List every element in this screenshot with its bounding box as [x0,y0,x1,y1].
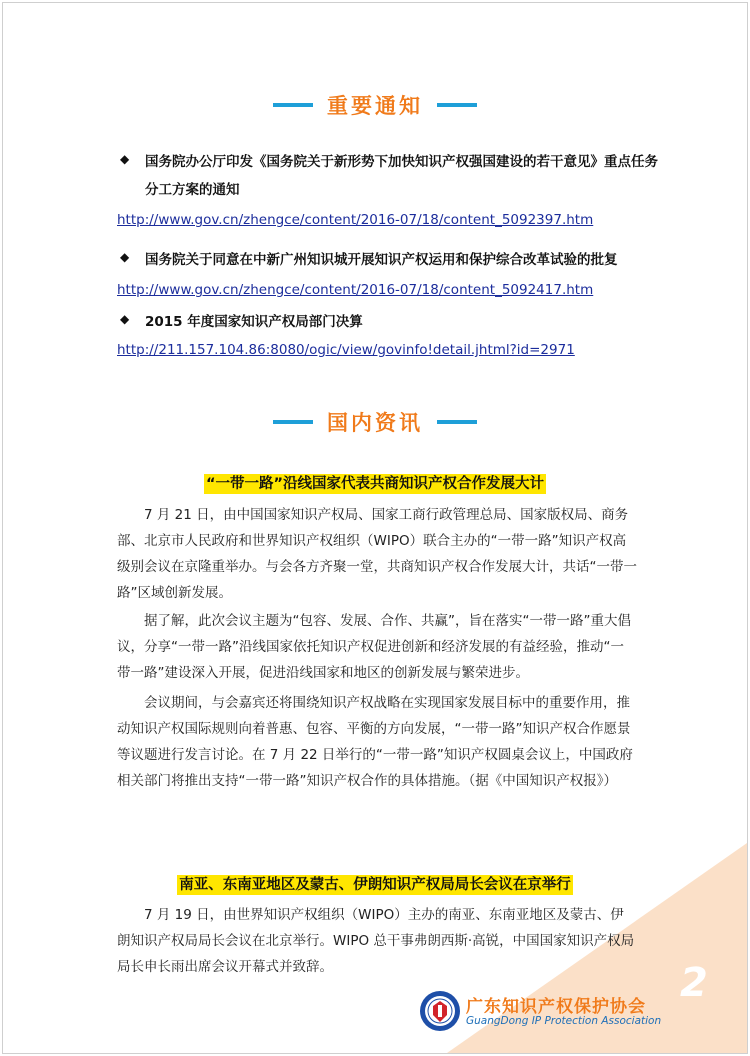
title-bar-right [437,103,477,107]
section-title-label: 国内资讯 [327,411,423,435]
article-1-paragraph-2: 据了解，此次会议主题为“包容、发展、合作、共赢”，旨在落实“一带一路”重大倡议，分享“一带一路”沿线国家依托知识产权促进创新和经济发展的有益经验，推动“一带一路”建设深入开展，促进沿线国家和地区的创新发展与繁荣进步。 [117,613,631,681]
notice-1-link[interactable]: http://www.gov.cn/zhengce/content/2016-07/18/content_5092397.htm [117,212,594,228]
article-1-paragraph-3: 会议期间，与会嘉宾还将围绕知识产权战略在实现国家发展目标中的重要作用，推动知识产权国际规则向着普惠、包容、平衡的方向发展，“一带一路”知识产权合作愿景等议题进行发言讨论。在 7 月 22 日举行的“一带一路”知识产权圆桌会议上，中国政府相关部门将推出支持“一带一路”知识产权合作的具体措施。（据《中国知识产权报》） [117,695,633,789]
notice-1-title-line1: 国务院办公厅印发《国务院关于新形势下加快知识产权强国建设的若干意见》重点任务 [145,154,658,170]
article-2-headline-text: 南亚、东南亚地区及蒙古、伊朗知识产权局局长会议在京举行 [179,877,571,893]
footer-org-name-en: GuangDong IP Protection Association [466,1015,662,1027]
article-1-headline [0,472,750,493]
section-title-notices [0,90,750,120]
bullet-diamond-icon: ◆ [120,312,130,326]
article-2-headline [0,873,750,894]
notice-2-title: 国务院关于同意在中新广州知识城开展知识产权运用和保护综合改革试验的批复 [145,252,618,268]
bullet-diamond-icon: ◆ [120,152,130,166]
bullet-diamond-icon: ◆ [120,250,130,264]
association-seal-icon [419,990,461,1032]
title-bar-left [273,103,313,107]
article-1-paragraph-1: 7 月 21 日，由中国国家知识产权局、国家工商行政管理总局、国家版权局、商务部、北京市人民政府和世界知识产权组织（WIPO）联合主办的“一带一路”知识产权高级别会议在京隆重举办。与会各方齐聚一堂，共商知识产权合作发展大计，共话“一带一路”区域创新发展。 [117,507,637,601]
title-bar-right [437,420,477,424]
section-title-label: 重要通知 [327,94,423,118]
notice-1-title-line2: 分工方案的通知 [145,182,240,198]
notice-3-link[interactable]: http://211.157.104.86:8080/ogic/view/govinfo!detail.jhtml?id=2971 [117,342,575,358]
notice-2-link[interactable]: http://www.gov.cn/zhengce/content/2016-07/18/content_5092417.htm [117,282,594,298]
article-2-paragraph-1: 7 月 19 日，由世界知识产权组织（WIPO）主办的南亚、东南亚地区及蒙古、伊朗知识产权局局长会议在北京举行。WIPO 总干事弗朗西斯·高锐，中国国家知识产权局局长申长雨出席会议开幕式并致辞。 [117,907,635,975]
section-title-news [0,407,750,437]
footer-org-name: 广东知识产权保护协会 [466,997,646,1017]
notice-3-title: 2015 年度国家知识产权局部门决算 [145,314,363,330]
title-bar-left [273,420,313,424]
article-1-headline-text: “一带一路”沿线国家代表共商知识产权合作发展大计 [205,476,545,492]
page-number: 2 [680,960,708,1006]
